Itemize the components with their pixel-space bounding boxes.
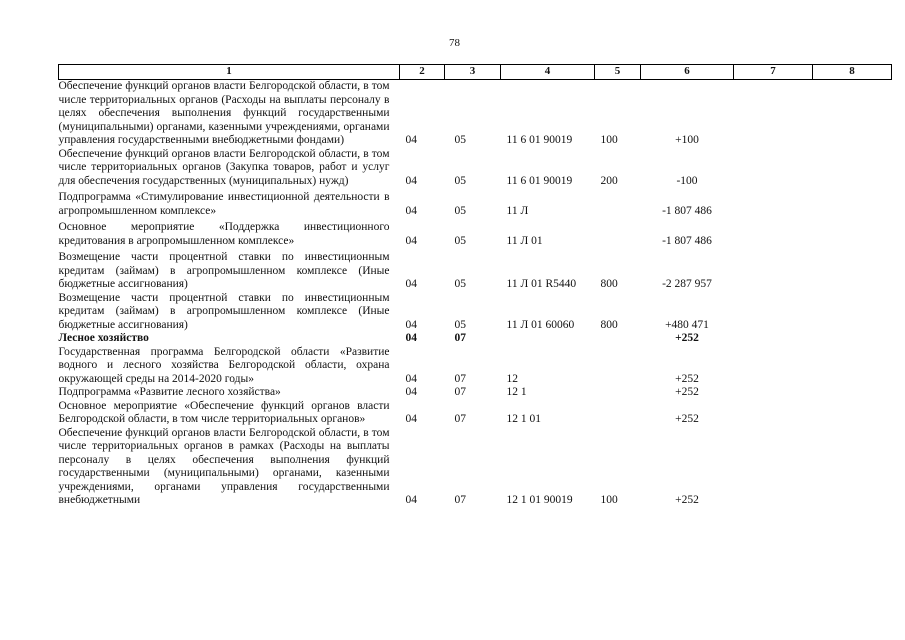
- section-code: 04: [405, 494, 417, 506]
- section-code: 04: [405, 278, 417, 290]
- row-description: Возмещение части процентной ставки по инвестиционным кредитам (займам) в агропромышленном комплексе (Иные бюджетные ассигнования): [58, 251, 390, 290]
- row-description: Государственная программа Белгородской области «Развитие водного и лесного хозяйства Белгородской области, охрана окружающей среды на 2014-2020 годы»: [58, 345, 390, 385]
- col8-cell: [813, 332, 892, 346]
- target-article-code: 11 Л 01 60060: [506, 318, 575, 331]
- expense-type-code: [595, 218, 641, 248]
- section-code: 04: [405, 234, 417, 247]
- col8-cell: [813, 292, 892, 333]
- target-article-code: 11 Л: [506, 204, 529, 217]
- expense-type-code: 200: [600, 174, 618, 187]
- amount-change: -1 807 486: [662, 234, 712, 247]
- subsection-code: 07: [454, 332, 466, 344]
- expense-type-code: 100: [600, 494, 618, 506]
- header-cell: 3: [445, 65, 501, 80]
- col7-cell: [734, 148, 813, 189]
- table-row: [59, 80, 892, 148]
- target-article-code: 12 1: [506, 386, 527, 398]
- col7-cell: [734, 400, 813, 427]
- section-code: 04: [405, 386, 417, 398]
- expense-type-code: [595, 400, 641, 427]
- table-row: [59, 148, 892, 189]
- col8-cell: [813, 148, 892, 189]
- section-code: 04: [405, 413, 417, 425]
- row-description: Обеспечение функций органов власти Белгородской области, в том числе территориальных органов (Расходы на выплаты персоналу в целях обеспечения выполнения функций государственными (муниципальными) органами, казенными учреждениями, органами управления государственными внебюджетными фондами): [58, 80, 390, 146]
- subsection-code: 07: [454, 413, 466, 425]
- expense-type-code: [595, 332, 641, 346]
- col7-cell: [734, 188, 813, 218]
- col8-cell: [813, 218, 892, 248]
- target-article-code: 11 Л 01 R5440: [506, 278, 577, 290]
- header-cell: 1: [59, 65, 400, 80]
- table-row: [59, 248, 892, 292]
- header-cell: 4: [501, 65, 595, 80]
- col8-cell: [813, 427, 892, 508]
- target-article-code: 12 1 01: [506, 413, 541, 425]
- table-row: [59, 292, 892, 333]
- budget-table: [58, 64, 892, 508]
- table-row: [59, 400, 892, 427]
- col7-cell: [734, 80, 813, 148]
- amount-change: +252: [675, 413, 699, 425]
- table-row: [59, 332, 892, 346]
- subsection-code: 07: [454, 386, 466, 398]
- header-cell: 6: [641, 65, 734, 80]
- col8-cell: [813, 188, 892, 218]
- amount-change: +252: [675, 372, 699, 385]
- amount-change: -2 287 957: [662, 278, 712, 290]
- table-row: [59, 188, 892, 218]
- subsection-code: 05: [454, 204, 466, 217]
- col7-cell: [734, 248, 813, 292]
- row-description: Подпрограмма «Стимулирование инвестиционной деятельности в агропромышленном комплексе»: [58, 191, 390, 217]
- section-code: 04: [405, 134, 417, 146]
- target-article-code: 12: [506, 372, 518, 385]
- col7-cell: [734, 346, 813, 387]
- amount-change: +480 471: [665, 318, 709, 331]
- table-row: [59, 218, 892, 248]
- section-code: 04: [405, 174, 417, 187]
- subsection-code: 07: [454, 494, 466, 506]
- section-code: 04: [405, 372, 417, 385]
- header-cell: 7: [734, 65, 813, 80]
- header-cell: 8: [813, 65, 892, 80]
- page-number: 78: [449, 37, 460, 49]
- target-article-code: 12 1 01 90019: [506, 494, 573, 506]
- subsection-code: 05: [454, 278, 466, 290]
- expense-type-code: [595, 386, 641, 400]
- table-row: [59, 346, 892, 387]
- row-description: Основное мероприятие «Поддержка инвестиционного кредитования в агропромышленном комплексе»: [58, 221, 390, 247]
- amount-change: +100: [675, 134, 699, 146]
- target-article-code: 11 6 01 90019: [506, 134, 573, 146]
- col7-cell: [734, 427, 813, 508]
- target-article-code: [501, 332, 595, 346]
- amount-change: -100: [676, 174, 698, 187]
- table-row: [59, 386, 892, 400]
- table-row: [59, 427, 892, 508]
- row-description: Подпрограмма «Развитие лесного хозяйства»: [58, 386, 281, 398]
- target-article-code: 11 6 01 90019: [506, 174, 573, 187]
- col7-cell: [734, 218, 813, 248]
- header-row: [59, 65, 892, 80]
- col8-cell: [813, 248, 892, 292]
- section-code: 04: [405, 204, 417, 217]
- row-description: Обеспечение функций органов власти Белгородской области, в том числе территориальных органов (Закупка товаров, работ и услуг для обеспечения государственных (муниципальных) нужд): [58, 147, 390, 187]
- col8-cell: [813, 400, 892, 427]
- header-cell: 2: [400, 65, 445, 80]
- amount-change: -1 807 486: [662, 204, 712, 217]
- row-description: Обеспечение функций органов власти Белгородской области, в том числе территориальных органов в рамках (Расходы на выплаты персоналу в целях обеспечения выполнения функций государственными (муниципальными) органами, казенными учреждениями, органами управления государственными внебюджетными: [58, 426, 390, 506]
- col7-cell: [734, 332, 813, 346]
- header-cell: 5: [595, 65, 641, 80]
- row-description: Лесное хозяйство: [58, 332, 149, 344]
- target-article-code: 11 Л 01: [506, 234, 543, 247]
- row-description: Возмещение части процентной ставки по инвестиционным кредитам (займам) в агропромышленном комплексе (Иные бюджетные ассигнования): [58, 291, 390, 331]
- expense-type-code: [595, 346, 641, 387]
- col8-cell: [813, 80, 892, 148]
- col8-cell: [813, 346, 892, 387]
- subsection-code: 07: [454, 372, 466, 385]
- expense-type-code: [595, 188, 641, 218]
- subsection-code: 05: [454, 174, 466, 187]
- expense-type-code: 800: [600, 278, 618, 290]
- section-code: 04: [405, 318, 417, 331]
- col7-cell: [734, 292, 813, 333]
- expense-type-code: 800: [600, 318, 618, 331]
- section-code: 04: [405, 332, 417, 344]
- subsection-code: 05: [454, 234, 466, 247]
- subsection-code: 05: [454, 318, 466, 331]
- amount-change: +252: [675, 386, 699, 398]
- amount-change: +252: [675, 332, 699, 344]
- row-description: Основное мероприятие «Обеспечение функций органов власти Белгородской области, в том числе территориальных органов»: [58, 399, 390, 425]
- col8-cell: [813, 386, 892, 400]
- expense-type-code: 100: [600, 134, 618, 146]
- amount-change: +252: [675, 494, 699, 506]
- col7-cell: [734, 386, 813, 400]
- subsection-code: 05: [454, 134, 466, 146]
